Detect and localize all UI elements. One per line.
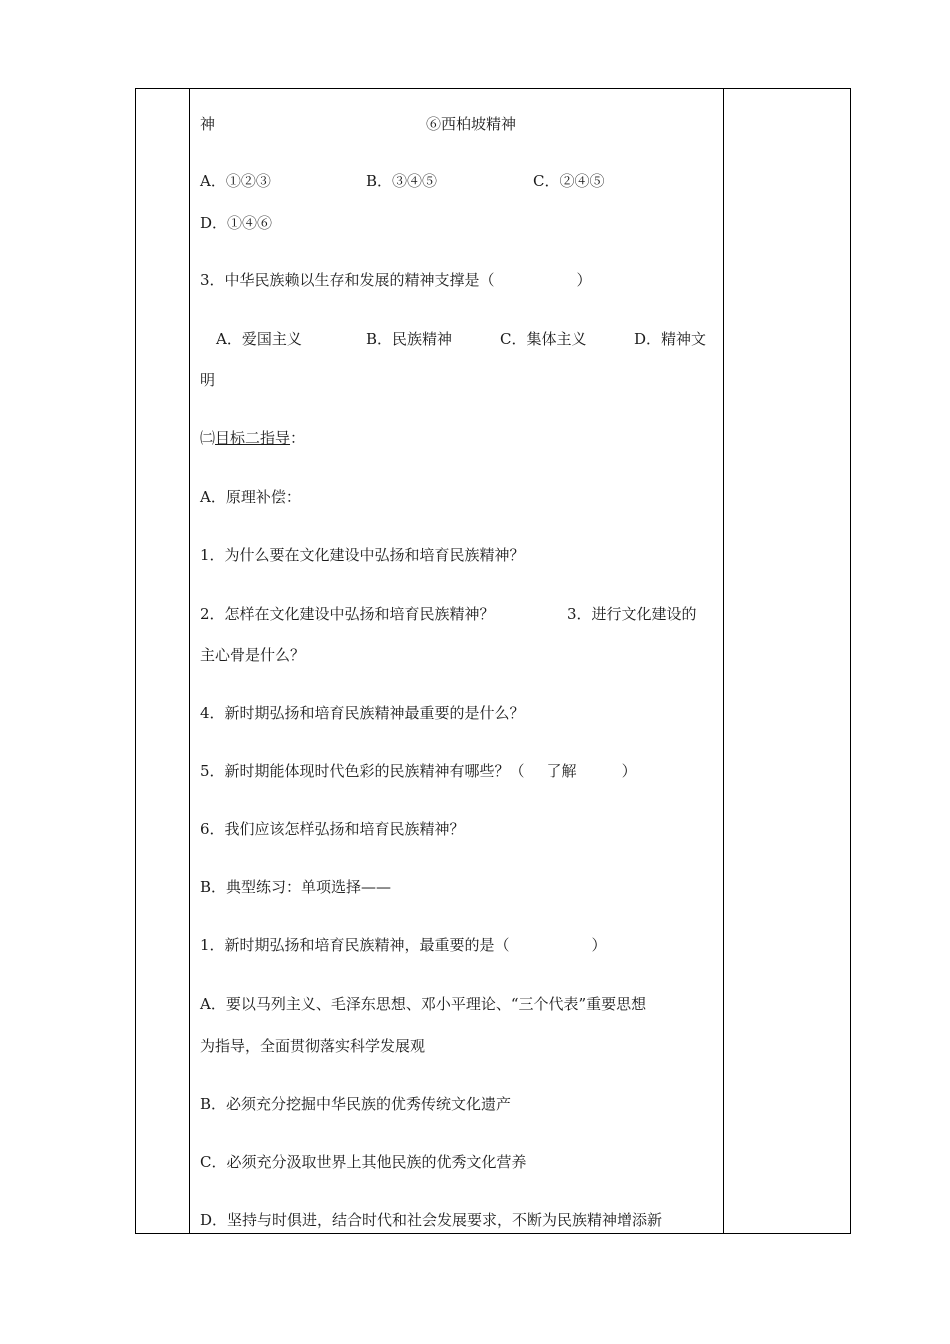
- principle-2: 2．怎样在文化建设中弘扬和培育民族精神？: [200, 605, 495, 623]
- principle-3: 3．进行文化建设的: [567, 605, 697, 623]
- section-goal-two-title: 目标二指导: [215, 429, 291, 447]
- practice-option-b: B．必须充分挖掘中华民族的优秀传统文化遗产: [200, 1095, 512, 1113]
- line-1-option-6: ⑥西柏坡精神: [426, 115, 517, 133]
- text-shen: 神: [200, 115, 216, 133]
- practice-heading: B．典型练习：单项选择——: [200, 878, 392, 896]
- option-a: A．①②③: [200, 172, 271, 190]
- principle-3-cont: 主心骨是什么？: [200, 646, 306, 664]
- option-b: B．③④⑤: [366, 172, 438, 190]
- table-left-column: [136, 89, 190, 1233]
- practice-question-1: 1．新时期弘扬和培育民族精神，最重要的是（ ）: [200, 936, 607, 954]
- option-c: C．②④⑤: [533, 172, 605, 190]
- option-d: D．①④⑥: [200, 214, 273, 232]
- practice-option-a: A．要以马列主义、毛泽东思想、邓小平理论、“三个代表”重要思想: [200, 995, 647, 1013]
- line-1: [200, 114, 215, 134]
- question-3: 3．中华民族赖以生存和发展的精神支撑是（ ）: [200, 271, 592, 289]
- table-right-column: [723, 89, 850, 1233]
- q3-option-a: A．爱国主义: [216, 330, 302, 348]
- principle-4: 4．新时期弘扬和培育民族精神最重要的是什么？: [200, 704, 525, 722]
- practice-option-d: D．坚持与时俱进，结合时代和社会发展要求，不断为民族精神增添新: [200, 1211, 663, 1229]
- practice-option-a-cont: 为指导，全面贯彻落实科学发展观: [200, 1037, 426, 1055]
- principle-heading: A．原理补偿：: [200, 488, 301, 506]
- q3-option-c: C．集体主义: [500, 330, 587, 348]
- principle-1: 1．为什么要在文化建设中弘扬和培育民族精神？: [200, 546, 525, 564]
- principle-5: 5．新时期能体现时代色彩的民族精神有哪些？（ 了解 ）: [200, 762, 637, 780]
- q3-option-d-cont: 明: [200, 371, 216, 389]
- q3-option-d: D．精神文: [634, 330, 707, 348]
- principle-6: 6．我们应该怎样弘扬和培育民族精神？: [200, 820, 465, 838]
- q3-option-b: B．民族精神: [366, 330, 453, 348]
- practice-option-c: C．必须充分汲取世界上其他民族的优秀文化营养: [200, 1153, 527, 1171]
- section-goal-two: ㈡目标二指导：: [200, 429, 306, 447]
